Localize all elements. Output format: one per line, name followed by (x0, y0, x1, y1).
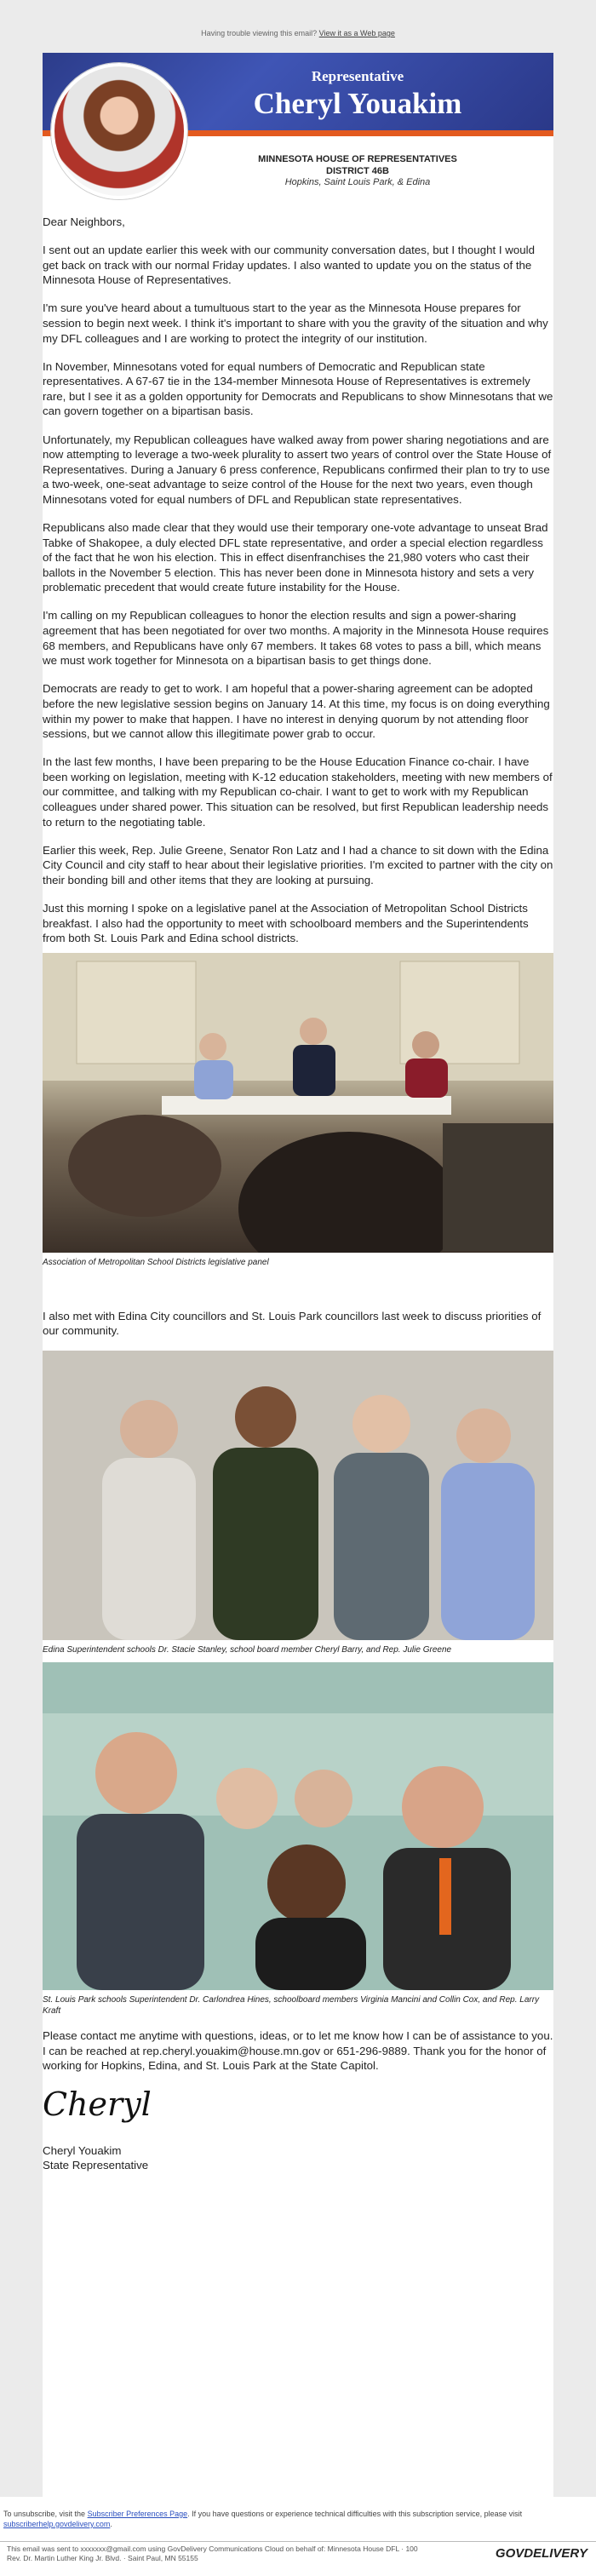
subscriber-preferences-link[interactable]: Subscriber Preferences Page (87, 2510, 188, 2518)
signoff-title: State Representative (43, 2159, 149, 2172)
portrait-photo (51, 63, 187, 199)
email-body (43, 215, 553, 2173)
district-title (187, 153, 528, 177)
closing-paragraph: Please contact me anytime with questions, ideas, or to let me know how I can be of assistance to you. I can be reached at rep.cheryl.youakim@house.mn.gov or 651-296-9889. Thank you for the honor of working for Hopkins, Edina, and St. Louis Park at the State Capitol. (43, 2028, 553, 2073)
unsubscribe-text: To unsubscribe, visit the Subscriber Preferences Page. If you have questions or experience technical difficulties with this subscription service, please visit subscriberhelp.govdelivery.com. (3, 2510, 523, 2528)
rep-label: Representative (311, 68, 404, 84)
slp-photo (43, 1662, 553, 1990)
greeting: Dear Neighbors, (43, 215, 125, 228)
edina-photo-scene (43, 1351, 553, 1640)
photo-caption: Edina Superintendent schools Dr. Stacie Stanley, school board member Cheryl Barry, and Rep. Julie Greene (43, 1644, 452, 1655)
paragraph: Earlier this week, Rep. Julie Greene, Senator Ron Latz and I had a chance to sit down with the Edina City Council and city staff to hear about their legislative priorities. I'm excited to partner with the city on their bonding bill and other items that they are looking at pursuing. (43, 843, 553, 886)
paragraph: I'm calling on my Republican colleagues to honor the election results and sign a power-sharing agreement that has been negotiated for over two months. A majority in the Minnesota House requires 68 members, and Republicans have only 67 members. It takes 68 votes to pass a bill, which means we must work together for Minnesota on a bipartisan basis to get things done. (43, 609, 549, 668)
panel-photo-scene (43, 953, 553, 1253)
paragraph: I sent out an update earlier this week with our community conversation dates, but I thought I would get back on track with our normal Friday updates. I also wanted to update you on the status of the Minnesota House of Representatives. (43, 244, 535, 287)
slp-photo-scene (43, 1662, 553, 1990)
paragraph: Unfortunately, my Republican colleagues have walked away from power sharing negotiations and are now attempting to leverage a two-week plurality to assert two years of control over the State House of Representatives. During a January 6 press conference, Republicans confirmed their plan to try to use a two-week, one-seat advantage to seize control of the House for the next two years, even though Minnesotans voted for equal numbers of DFL and Republican state representatives. (43, 433, 552, 506)
district-towns: Hopkins, Saint Louis Park, & Edina (284, 177, 431, 187)
govdelivery-logo[interactable]: GOVDELIVERY (495, 2546, 587, 2561)
paragraph: Republicans also made clear that they would use their temporary one-vote advantage to unseat Brad Tabke of Shakopee, a duly elected DFL state representative, and order a special election regardless of the fact that he won his election. This in effect disenfranchises the 21,980 voters who cast their ballots in the November 5 election. This has never been done in Minnesota history and sets a very problematic precedent that would create future instability for the House. (43, 521, 548, 594)
sent-line-2: Rev. Dr. Martin Luther King Jr. Blvd. · Saint Paul, MN 55155 (7, 2554, 198, 2562)
web-view-bar (0, 0, 596, 36)
photo-caption: Association of Metropolitan School Districts legislative panel (43, 1257, 269, 1267)
signature (43, 2077, 553, 2143)
paragraph: Just this morning I spoke on a legislative panel at the Association of Metropolitan School Districts breakfast. I also had the opportunity to meet with schoolboard members and the Superintendents from both St. Louis Park and Edina school districts. (43, 901, 529, 945)
subscriber-help-link[interactable]: subscriberhelp.govdelivery.com (3, 2520, 111, 2528)
email-card (43, 53, 553, 2497)
paragraph: I'm sure you've heard about a tumultuous start to the year as the Minnesota House prepares for session to begin next week. I think it's important to share with you the gravity of the situation and why my DFL colleagues and I are working to protect the integrity of our institution. (43, 301, 548, 345)
rep-name: Cheryl Youakim (253, 87, 462, 120)
panel-photo (43, 953, 553, 1253)
web-view-link[interactable]: View it as a Web page (318, 29, 395, 37)
paragraph: I also met with Edina City councillors and St. Louis Park councillors last week to discuss priorities of our community. (43, 1309, 542, 1338)
footer-divider (0, 2541, 596, 2542)
photo-caption: St. Louis Park schools Superintendent Dr. Carlondrea Hines, schoolboard members Virginia Mancini and Collin Cox, and Rep. Larry Kraft (43, 1994, 540, 2016)
trouble-text: Having trouble viewing this email? (201, 29, 318, 37)
unsub-middle: . If you have questions or experience technical difficulties with this subscription service, please visit (187, 2510, 523, 2518)
district-line-1: MINNESOTA HOUSE OF REPRESENTATIVES (258, 154, 457, 164)
paragraph: In the last few months, I have been preparing to be the House Education Finance co-chair. I have been working on legislation, meeting with K-12 education stakeholders, meeting with new members of our committee, and talking with my Republican co-chair. I want to get to work with my Republican colleagues under shared power. This situation can be resolved, but first Republican leadership needs to return to the negotiating table. (43, 755, 553, 829)
email-footer (0, 2497, 596, 2576)
signature-scrawl: Cheryl (43, 2085, 152, 2123)
unsub-prefix: To unsubscribe, visit the (3, 2510, 86, 2518)
paragraph: Democrats are ready to get to work. I am hopeful that a power-sharing agreement can be adopted before the new legislative session begins on January 14. At this time, my focus is on doing everything within my power to make that happen. I have no interest in denying quorum by not attending floor sessions, but we cannot allow this illegitimate power grab to occur. (43, 682, 550, 741)
signoff-name: Cheryl Youakim (43, 2143, 122, 2157)
edina-photo (43, 1351, 553, 1640)
paragraph: In November, Minnesotans voted for equal numbers of Democratic and Republican state representatives. A 67-67 tie in the 134-member Minnesota House of Representatives is extremely rare, but I see it as a golden opportunity for Democrats and Republicans to show Minnesotans that we can govern together on a bipartisan basis. (43, 359, 553, 418)
district-line-2: DISTRICT 46B (326, 166, 389, 176)
sent-info (7, 2544, 484, 2563)
sent-line-1: This email was sent to xxxxxxx@gmail.com using GovDelivery Communications Cloud on behalf of: Minnesota House DFL · 100 (7, 2544, 418, 2553)
